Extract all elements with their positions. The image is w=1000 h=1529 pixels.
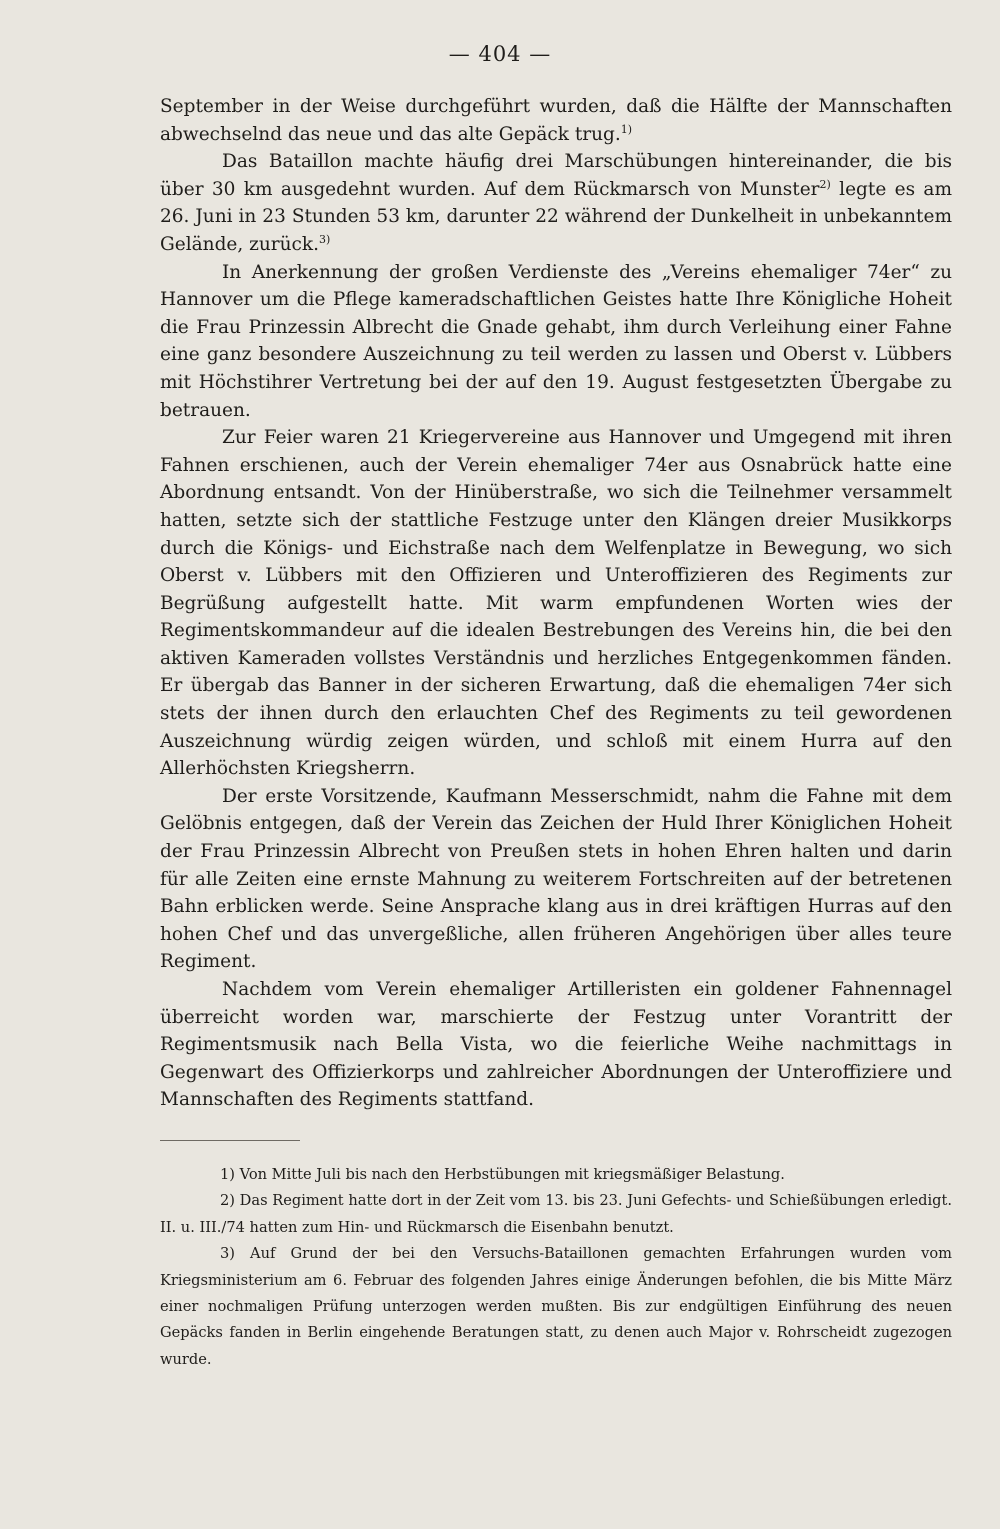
paragraph-5: Der erste Vorsitzende, Kaufmann Messerschmidt, nahm die Fahne mit dem Gelöbnis entgegen, daß der Verein das Zeichen der Huld Ihrer Königlichen Hoheit der Frau Prinzessin Albrecht von Preußen stets in hohen Ehren halten und darin für alle Zeiten eine ernste Mahnung zu weiterem Fortschreiten auf der betretenen Bahn erblicken werde. Seine Ansprache klang aus in drei kräftigen Hurras auf den hohen Chef und das unvergeßliche, allen früheren Angehörigen über alles teure Regiment. <box>160 785 952 973</box>
footnote-1 <box>160 1162 952 1188</box>
paragraph-3: In Anerkennung der großen Verdienste des „Vereins ehemaliger 74er“ zu Hannover um die Pflege kameradschaftlichen Geistes hatte Ihre Königliche Hoheit die Frau Prinzessin Albrecht die Gnade gehabt, ihm durch Verleihung einer Fahne eine ganz besondere Auszeichnung zu teil werden zu lassen und Oberst v. Lübbers mit Höchstihrer Vertretung bei der auf den 19. August festgesetzten Übergabe zu betrauen. <box>160 261 952 421</box>
footnote-text: Das Regiment hatte dort in der Zeit vom 13. bis 23. Juni Gefechts- und Schießübungen erledigt. II. u. III./74 hatten zum Hin- und Rückmarsch die Eisenbahn benutzt. <box>160 1192 952 1236</box>
paragraph-4: Zur Feier waren 21 Kriegervereine aus Hannover und Umgegend mit ihren Fahnen erschienen, auch der Verein ehemaliger 74er aus Osnabrück hatte eine Abordnung entsandt. Von der Hinüberstraße, wo sich die Teilnehmer versammelt hatten, setzte sich der stattliche Festzuge unter den Klängen dreier Musikkorps durch die Königs- und Eichstraße nach dem Welfenplatze in Bewegung, wo sich Oberst v. Lübbers mit den Offizieren und Unteroffizieren des Regiments zur Begrüßung aufgestellt hatte. Mit warm empfundenen Worten wies der Regimentskommandeur auf die idealen Bestrebungen des Vereins hin, die bei den aktiven Kameraden vollstes Verständnis und herzliches Entgegenkommen fänden. Er übergab das Banner in der sicheren Erwartung, daß die ehemaligen 74er sich stets der ihnen durch den erlauchten Chef des Regiments zu teil gewordenen Auszeichnung würdig zeigen würden, und schloß mit einem Hurra auf den Allerhöchsten Kriegsherrn. <box>160 427 952 780</box>
footnotes <box>160 1162 952 1373</box>
footnote-text: Von Mitte Juli bis nach den Herbstübungen mit kriegsmäßiger Belastung. <box>234 1166 785 1183</box>
footnote-3 <box>160 1241 952 1373</box>
paragraph-text: legte es am 26. Juni in 23 Stunden 53 km, darunter 22 während der Dunkelheit in unbekanntem Gelände, zurück. <box>160 178 952 255</box>
footnote-mark: 2) <box>220 1192 235 1210</box>
footnote-ref: 1) <box>620 122 633 136</box>
paragraph-6: Nachdem vom Verein ehemaliger Artilleristen ein goldener Fahnennagel überreicht worden war, marschierte der Festzug unter Vorantritt der Regimentsmusik nach Bella Vista, wo die feierliche Weihe nachmittags in Gegenwart des Offizierkorps und zahlreicher Abordnungen der Unteroffiziere und Mannschaften des Regiments stattfand. <box>160 979 952 1111</box>
footnote-2 <box>160 1188 952 1241</box>
footnote-mark: 1) <box>220 1166 235 1183</box>
paragraph-2 <box>160 148 952 258</box>
main-text <box>160 93 952 1114</box>
page-number: — 404 — <box>448 42 552 66</box>
paragraph-text: September in der Weise durchgeführt wurden, daß die Hälfte der Mannschaften abwechselnd das neue und das alte Gepäck trug. <box>160 96 952 145</box>
paragraph-1 <box>160 93 952 148</box>
footnote-ref: 3) <box>319 232 331 246</box>
footnote-divider <box>160 1140 300 1141</box>
paragraph-text: Das Bataillon machte häufig drei Marschübungen hintereinander, die bis über 30 km ausgedehnt wurden. Auf dem Rückmarsch von Munster <box>160 151 952 200</box>
footnote-ref: 2) <box>819 177 831 191</box>
footnote-mark: 3) <box>220 1245 235 1263</box>
footnote-text: Auf Grund der bei den Versuchs-Bataillonen gemachten Erfahrungen wurden vom Kriegsministerium am 6. Februar des folgenden Jahres einige Änderungen befohlen, die bis Mitte März einer nochmaligen Prüfung unterzogen werden mußten. Bis zur endgültigen Einführung des neuen Gepäcks fanden in Berlin eingehende Beratungen statt, zu denen auch Major v. Rohrscheidt zugezogen wurde. <box>160 1245 952 1368</box>
